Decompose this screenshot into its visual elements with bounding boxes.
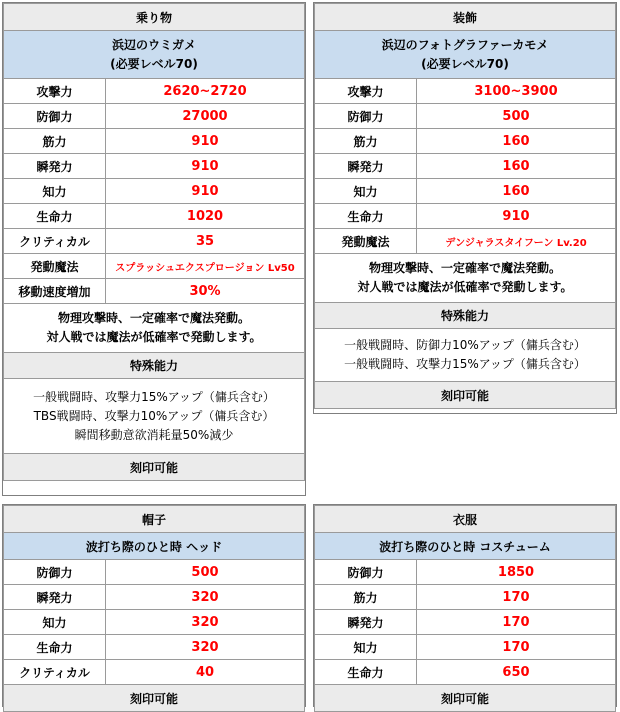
- stat-value: 910: [106, 179, 305, 204]
- mount-note: 物理攻撃時、一定確率で魔法発動。 対人戦では魔法が低確率で発動します。: [4, 304, 305, 353]
- stat-row: 筋力 910: [4, 129, 305, 154]
- hat-item-name: 波打ち際のひと時 ヘッド: [4, 533, 305, 560]
- stat-value: 40: [106, 660, 305, 685]
- stat-value: 910: [417, 204, 616, 229]
- clothes-item-name: 波打ち際のひと時 コスチューム: [315, 533, 616, 560]
- stat-value: デンジャラスタイフーン Lv.20: [417, 229, 616, 254]
- stat-row: 防御力 500: [315, 104, 616, 129]
- stat-row: 知力 320: [4, 610, 305, 635]
- hat-header: 帽子: [4, 506, 305, 533]
- mount-engrave: 刻印可能: [4, 454, 305, 481]
- stat-row: 発動魔法 デンジャラスタイフーン Lv.20: [315, 229, 616, 254]
- decoration-note: 物理攻撃時、一定確率で魔法発動。 対人戦では魔法が低確率で発動します。: [315, 254, 616, 303]
- stat-row: 瞬発力 320: [4, 585, 305, 610]
- stat-row: クリティカル 35: [4, 229, 305, 254]
- stat-row: 知力 910: [4, 179, 305, 204]
- clothes-panel: [313, 504, 617, 707]
- stat-row: 生命力 650: [315, 660, 616, 685]
- decoration-header: 装飾: [315, 4, 616, 31]
- stat-row: クリティカル 40: [4, 660, 305, 685]
- stat-value: 650: [417, 660, 616, 685]
- hat-engrave: 刻印可能: [4, 685, 305, 712]
- clothes-table: [314, 505, 616, 712]
- stat-value: 320: [106, 585, 305, 610]
- stat-row: 知力 160: [315, 179, 616, 204]
- hat-panel: [2, 504, 306, 707]
- stat-row: 筋力 160: [315, 129, 616, 154]
- stat-value: 30%: [106, 279, 305, 304]
- stat-row: 移動速度増加 30%: [4, 279, 305, 304]
- mount-special-header: 特殊能力: [4, 353, 305, 379]
- stat-value: 3100~3900: [417, 79, 616, 104]
- hat-table: [3, 505, 305, 712]
- stat-value: 160: [417, 154, 616, 179]
- stat-value: 1850: [417, 560, 616, 585]
- stat-value: 500: [417, 104, 616, 129]
- stat-row: 知力 170: [315, 635, 616, 660]
- stat-value: 35: [106, 229, 305, 254]
- stat-row: 攻撃力 2620~2720: [4, 79, 305, 104]
- stat-row: 防御力 27000: [4, 104, 305, 129]
- stat-row: 防御力 1850: [315, 560, 616, 585]
- stat-row: 瞬発力 160: [315, 154, 616, 179]
- stat-row: 防御力 500: [4, 560, 305, 585]
- stat-row: 瞬発力 170: [315, 610, 616, 635]
- stat-value: 320: [106, 635, 305, 660]
- mount-panel: [2, 2, 306, 496]
- decoration-special-list: 一般戦闘時、防御力10%アップ（傭兵含む） 一般戦闘時、攻撃力15%アップ（傭兵含む）: [315, 329, 616, 382]
- decoration-item-name: 浜辺のフォトグラファーカモメ (必要レベル70): [315, 31, 616, 79]
- stat-row: 攻撃力 3100~3900: [315, 79, 616, 104]
- stat-row: 生命力 320: [4, 635, 305, 660]
- stat-value: 170: [417, 635, 616, 660]
- stat-value: 1020: [106, 204, 305, 229]
- stat-row: 生命力 910: [315, 204, 616, 229]
- stat-row: 発動魔法 スプラッシュエクスプロージョン Lv50: [4, 254, 305, 279]
- stat-value: 910: [106, 129, 305, 154]
- clothes-engrave: 刻印可能: [315, 685, 616, 712]
- stat-value: 2620~2720: [106, 79, 305, 104]
- stat-value: 500: [106, 560, 305, 585]
- decoration-table: [314, 3, 616, 409]
- stat-value: 170: [417, 585, 616, 610]
- mount-item-name: 浜辺のウミガメ (必要レベル70): [4, 31, 305, 79]
- stat-value: スプラッシュエクスプロージョン Lv50: [106, 254, 305, 279]
- decoration-engrave: 刻印可能: [315, 382, 616, 409]
- decoration-panel: [313, 2, 617, 414]
- stat-value: 910: [106, 154, 305, 179]
- clothes-header: 衣服: [315, 506, 616, 533]
- stat-row: 筋力 170: [315, 585, 616, 610]
- mount-header: 乗り物: [4, 4, 305, 31]
- mount-special-list: 一般戦闘時、攻撃力15%アップ（傭兵含む） TBS戦闘時、攻撃力10%アップ（傭兵含む） 瞬間移動意欲消耗量50%減少: [4, 379, 305, 454]
- stat-value: 27000: [106, 104, 305, 129]
- stat-value: 160: [417, 179, 616, 204]
- stat-row: 生命力 1020: [4, 204, 305, 229]
- stat-value: 320: [106, 610, 305, 635]
- stat-value: 170: [417, 610, 616, 635]
- mount-table: [3, 3, 305, 481]
- decoration-special-header: 特殊能力: [315, 303, 616, 329]
- stat-value: 160: [417, 129, 616, 154]
- stat-row: 瞬発力 910: [4, 154, 305, 179]
